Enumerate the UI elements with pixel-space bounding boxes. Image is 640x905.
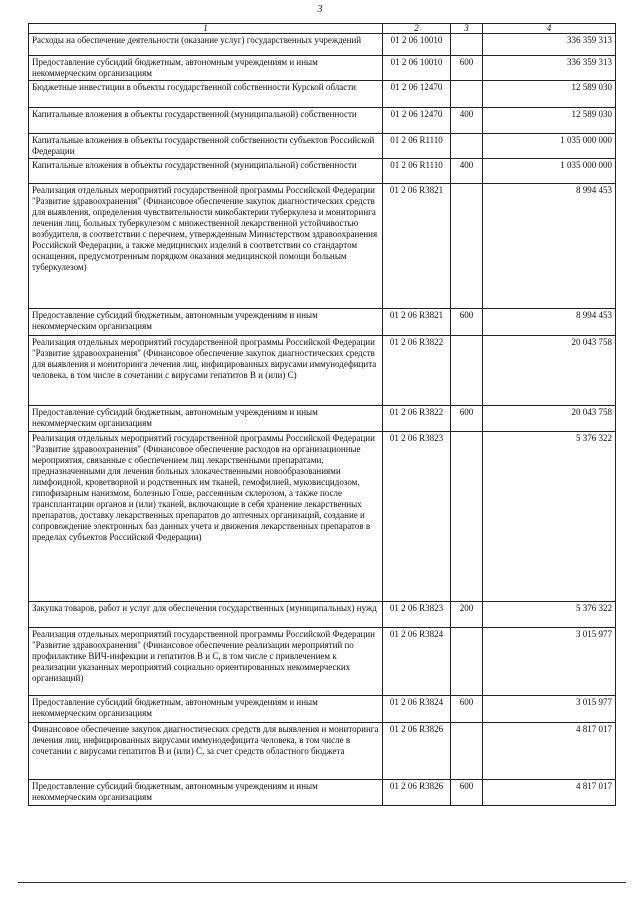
table-row xyxy=(29,159,616,184)
row-code: 01 2 06 R3826 xyxy=(383,780,451,806)
row-name: Предоставление субсидий бюджетным, автономным учреждениям и иным некоммерческим организациям xyxy=(29,309,383,336)
bottom-rule xyxy=(18,882,626,883)
row-code: 01 2 06 R3822 xyxy=(383,406,451,432)
table-row xyxy=(29,432,616,602)
table-row xyxy=(29,406,616,432)
row-expense-type: 600 xyxy=(451,309,483,336)
row-name: Финансовое обеспечение закупок диагностических средств для выявления и мониторинга лечения лиц, инфицированных вирусами иммунодефицита человека, в том числе в сочетании с вирусами гепатитов В и (или) С, за счет средств областного бюджета xyxy=(29,723,383,780)
row-name: Реализация отдельных мероприятий государственной программы Российской Федерации "Развитие здравоохранения" (Финансовое обеспечение расходов на организационные мероприятия, связанные с обеспечением лиц лекарственными препаратами, предназначенными для лечения больных злокачественными новообразованиями лимфоидной, кроветворной и родственных им тканей, гемофилией, муковисцидозом, гипофизарным нанизмом, болезнью Гоше, рассеянным склерозом, а также после трансплантации органов и (или) тканей, включающие в себя хранение лекарственных препаратов, доставку лекарственных препаратов до аптечных организаций, создание и сопровождение электронных баз данных учета и движения лекарственных препаратов в пределах субъектов Российской Федерации) xyxy=(29,432,383,602)
row-expense-type xyxy=(451,723,483,780)
column-number-name: 1 xyxy=(29,24,383,34)
row-amount: 12 589 030 xyxy=(483,108,616,134)
table-row xyxy=(29,602,616,628)
row-amount: 5 376 322 xyxy=(483,432,616,602)
row-expense-type: 200 xyxy=(451,602,483,628)
row-expense-type xyxy=(451,628,483,696)
row-expense-type xyxy=(451,34,483,56)
column-number-row xyxy=(29,24,616,34)
row-amount: 20 043 758 xyxy=(483,406,616,432)
row-name: Предоставление субсидий бюджетным, автономным учреждениям и иным некоммерческим организациям xyxy=(29,406,383,432)
row-amount: 20 043 758 xyxy=(483,336,616,406)
row-code: 01 2 06 R1110 xyxy=(383,134,451,159)
table-row xyxy=(29,628,616,696)
row-name: Бюджетные инвестиции в объекты государственной собственности Курской области xyxy=(29,81,383,108)
table-row xyxy=(29,56,616,81)
column-number-vr: 3 xyxy=(451,24,483,34)
row-code: 01 2 06 R3822 xyxy=(383,336,451,406)
row-amount: 1 035 000 000 xyxy=(483,159,616,184)
table-row xyxy=(29,696,616,723)
row-code: 01 2 06 R3821 xyxy=(383,184,451,309)
row-code: 01 2 06 R3821 xyxy=(383,309,451,336)
row-name: Закупка товаров, работ и услуг для обеспечения государственных (муниципальных) нужд xyxy=(29,602,383,628)
row-code: 01 2 06 10010 xyxy=(383,34,451,56)
page-number: 3 xyxy=(317,4,323,15)
row-name: Расходы на обеспечение деятельности (оказание услуг) государственных учреждений xyxy=(29,34,383,56)
row-expense-type: 600 xyxy=(451,780,483,806)
row-code: 01 2 06 R3824 xyxy=(383,628,451,696)
row-code: 01 2 06 12470 xyxy=(383,81,451,108)
row-amount: 12 589 030 xyxy=(483,81,616,108)
row-expense-type xyxy=(451,81,483,108)
row-amount: 4 817 017 xyxy=(483,780,616,806)
row-code: 01 2 06 R1110 xyxy=(383,159,451,184)
row-expense-type xyxy=(451,134,483,159)
row-expense-type: 400 xyxy=(451,108,483,134)
row-name: Капитальные вложения в объекты государственной (муниципальной) собственности xyxy=(29,108,383,134)
row-expense-type xyxy=(451,432,483,602)
row-name: Предоставление субсидий бюджетным, автономным учреждениям и иным некоммерческим организациям xyxy=(29,56,383,81)
table-row xyxy=(29,780,616,806)
row-amount: 3 015 977 xyxy=(483,696,616,723)
row-amount: 8 994 453 xyxy=(483,309,616,336)
row-expense-type xyxy=(451,336,483,406)
row-code: 01 2 06 10010 xyxy=(383,56,451,81)
table-row xyxy=(29,184,616,309)
column-number-amount: 4 xyxy=(483,24,616,34)
row-code: 01 2 06 12470 xyxy=(383,108,451,134)
row-expense-type xyxy=(451,184,483,309)
table-row xyxy=(29,309,616,336)
row-expense-type: 600 xyxy=(451,696,483,723)
table-row xyxy=(29,108,616,134)
row-code: 01 2 06 R3823 xyxy=(383,432,451,602)
table-row xyxy=(29,336,616,406)
row-amount: 5 376 322 xyxy=(483,602,616,628)
row-amount: 3 015 977 xyxy=(483,628,616,696)
row-name: Предоставление субсидий бюджетным, автономным учреждениям и иным некоммерческим организациям xyxy=(29,696,383,723)
row-name: Реализация отдельных мероприятий государственной программы Российской Федерации "Развитие здравоохранения" (Финансовое обеспечение реализации мероприятий по профилактике ВИЧ-инфекции и гепатитов В и С, в том числе с привлечением к реализации указанных мероприятий социально ориентированных некоммерческих организаций) xyxy=(29,628,383,696)
table-row xyxy=(29,81,616,108)
row-amount: 8 994 453 xyxy=(483,184,616,309)
row-name: Капитальные вложения в объекты государственной собственности субъектов Российской Федерации xyxy=(29,134,383,159)
row-amount: 1 035 000 000 xyxy=(483,134,616,159)
row-name: Реализация отдельных мероприятий государственной программы Российской Федерации "Развитие здравоохранения" (Финансовое обеспечение закупок диагностических средств для выявления и мониторинга лечения лиц, инфицированных вирусами иммунодефицита человека, в том числе в сочетании с вирусами гепатитов В и (или) С) xyxy=(29,336,383,406)
row-code: 01 2 06 R3823 xyxy=(383,602,451,628)
row-code: 01 2 06 R3824 xyxy=(383,696,451,723)
row-amount: 4 817 017 xyxy=(483,723,616,780)
row-expense-type: 600 xyxy=(451,56,483,81)
row-expense-type: 400 xyxy=(451,159,483,184)
row-amount: 336 359 313 xyxy=(483,34,616,56)
row-name: Реализация отдельных мероприятий государственной программы Российской Федерации "Развитие здравоохранения" (Финансовое обеспечение закупок диагностических средств для выявления, определения чувствительности микобактерии туберкулеза и мониторинга лечения лиц, больных туберкулезом с множественной лекарственной устойчивостью возбудителя, в соответствии с перечнем, утвержденным Министерством здравоохранения Российской Федерации, а также медицинских изделий в соответствии со стандартом оснащения, предусмотренным порядком оказания медицинской помощи больным туберкулезом) xyxy=(29,184,383,309)
table-row xyxy=(29,134,616,159)
row-amount: 336 359 313 xyxy=(483,56,616,81)
row-expense-type: 600 xyxy=(451,406,483,432)
row-name: Предоставление субсидий бюджетным, автономным учреждениям и иным некоммерческим организациям xyxy=(29,780,383,806)
table-body xyxy=(29,34,616,806)
table-row xyxy=(29,34,616,56)
table-row xyxy=(29,723,616,780)
budget-table xyxy=(28,23,616,806)
row-name: Капитальные вложения в объекты государственной (муниципальной) собственности xyxy=(29,159,383,184)
column-number-code: 2 xyxy=(383,24,451,34)
row-code: 01 2 06 R3826 xyxy=(383,723,451,780)
